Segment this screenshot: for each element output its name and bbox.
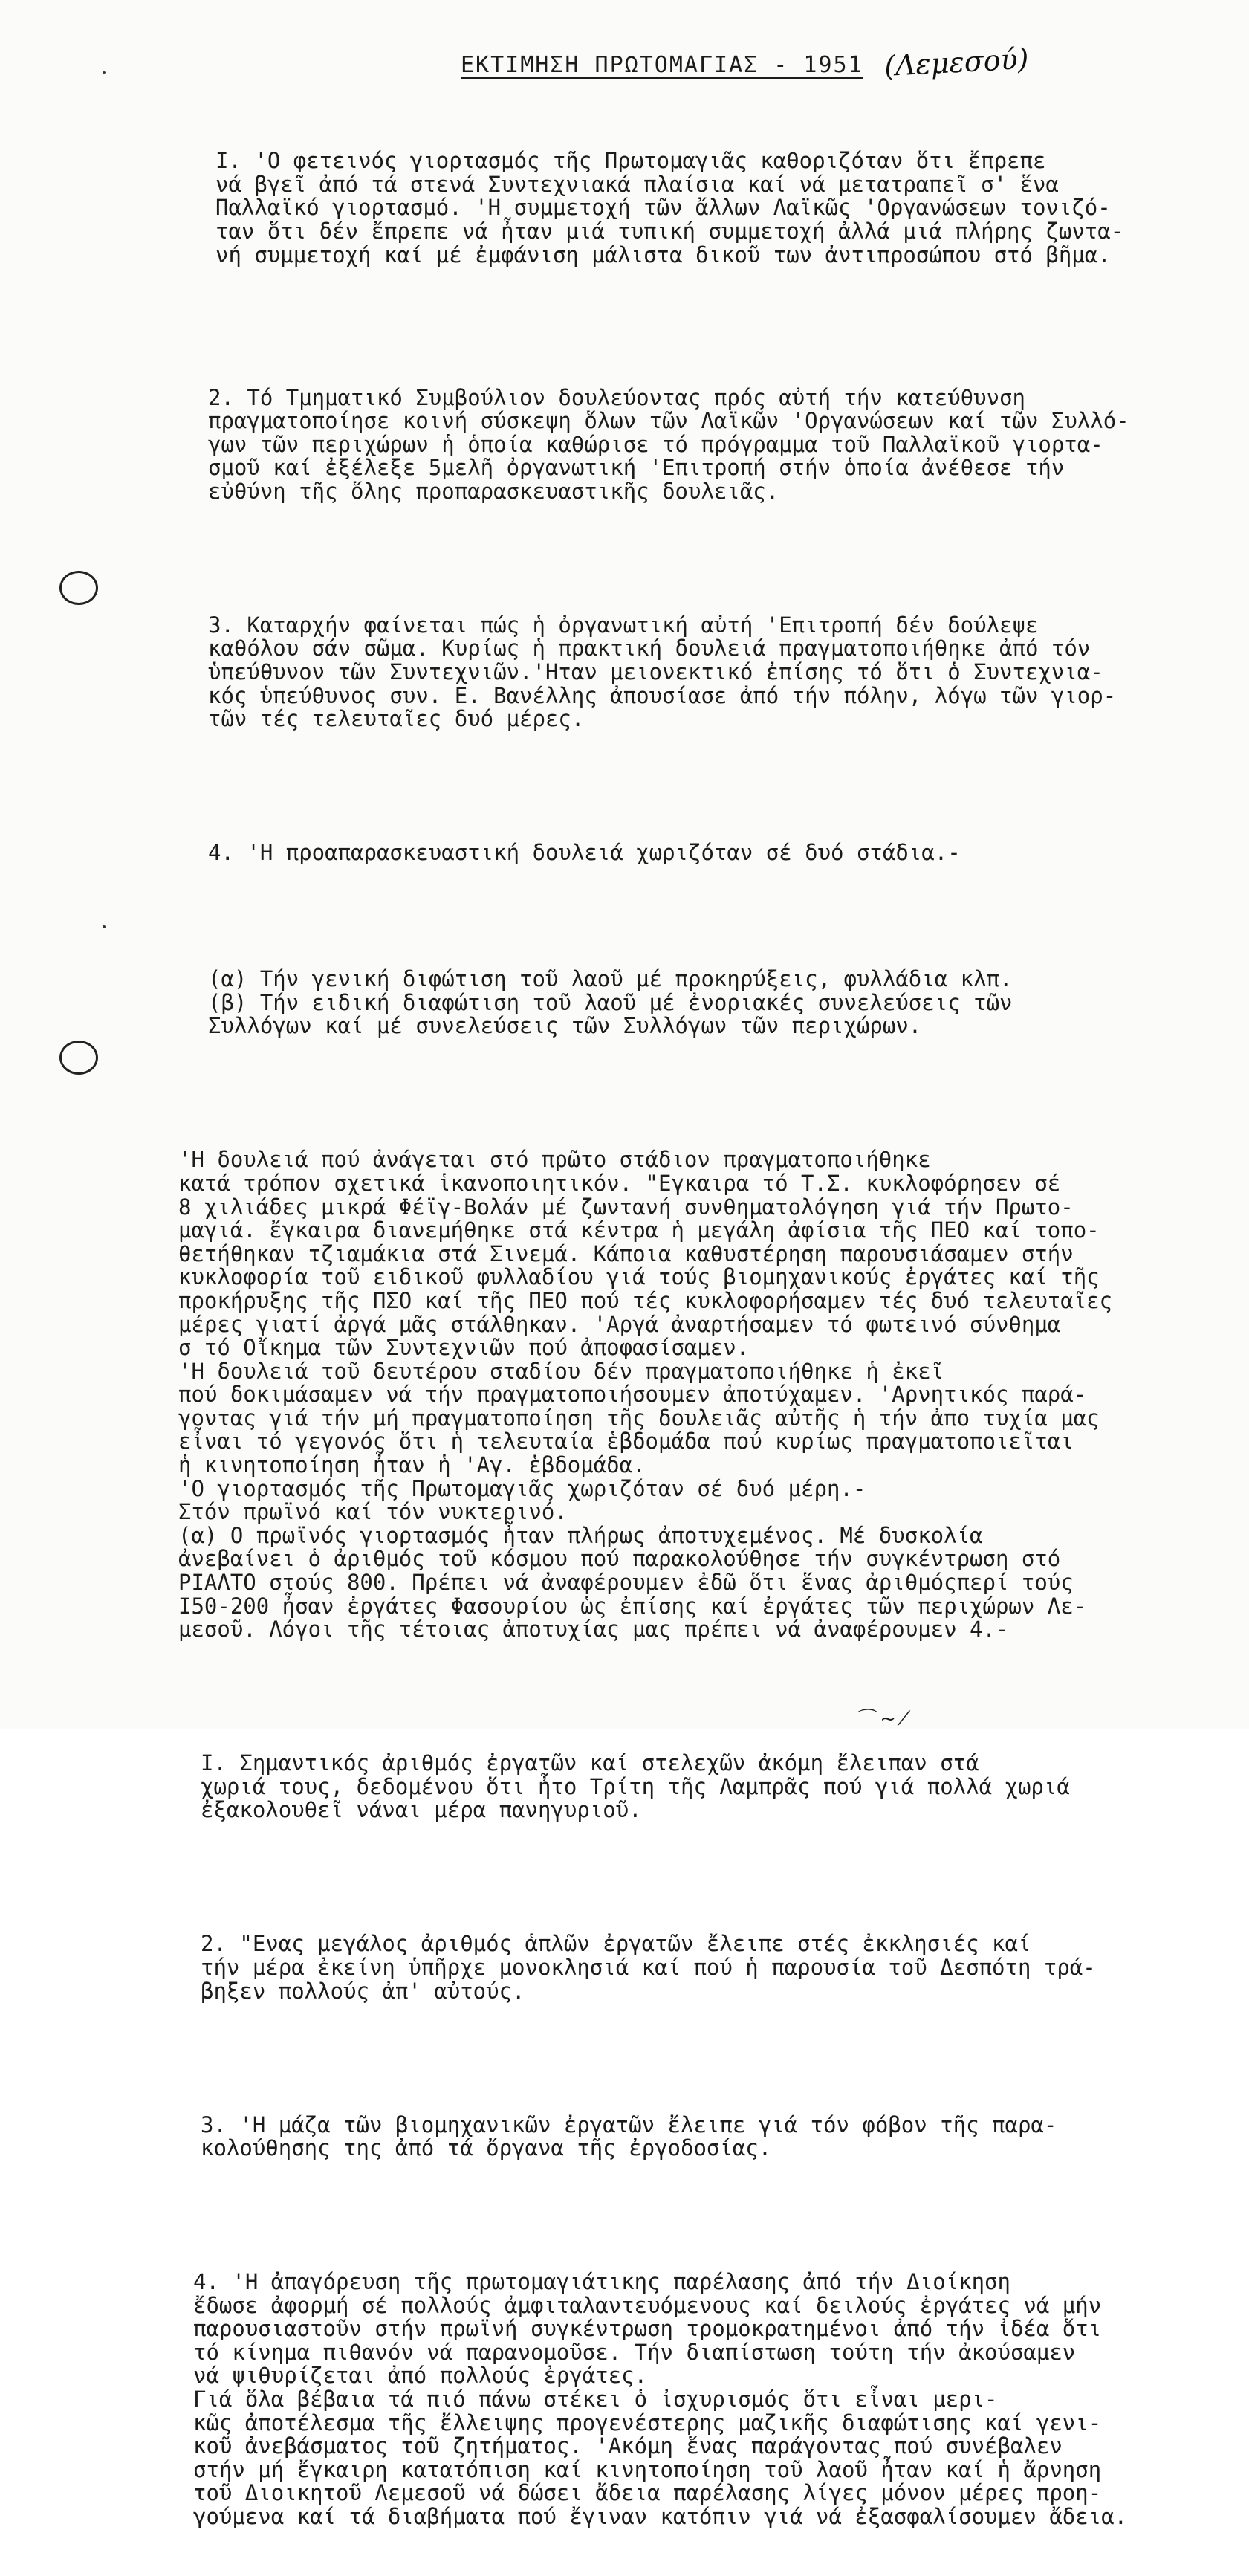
bottom-handwriting-mark: ⌒ ~ ⁄: [854, 1708, 906, 1730]
reason-3: 3. 'Η μάζα τῶν βιομηχανικῶν ἐργατῶν ἔλειπε γιά τόν φόβον τῆς παρα- κολούθησης της ἀπό τά ὄργανα τῆς ἐργοδοσίας.: [201, 2111, 1057, 2161]
reason-4: 4. 'Η ἀπαγόρευση τῆς πρωτομαγιάτικης παρέλασης ἀπό τήν Διοίκηση ἔδωσε ἀφορμή σέ πολλούς ἀμφιταλαντευόμενους καί δειλούς ἐργάτες νά μήν παρουσιαστοῦν στήν πρωϊνή συγκέντρωση τρομοκρατημένοι ἀπό τήν ἰδέα ὅτι τό κίνημα πιθανόν νά παρανομοῦσε. Τήν διαπίστωση τούτη τήν ἀκούσαμεν νά ψιθυρίζεται ἀπό πολλούς ἐργάτες. Γιά ὅλα βέβαια τά πιό πάνω στέκει ὁ ἰσχυρισμός ὅτι εἶναι μερι- κῶς ἀποτέλεσμα τῆς ἔλλειψης προγενέστερης μαζικῆς διαφώτισης καί γενι- κοῦ ἀνεβάσματος τοῦ ζητήματος. 'Ακόμη ἕνας παράγοντας πού συνέβαλεν στήν μή ἔγκαιρη κατατόπιση καί κινητοποίηση τοῦ λαοῦ ἦταν καί ἡ ἄρνηση τοῦ Διοικητοῦ Λεμεσοῦ νά δώσει ἄδεια παρέλασης λίγες μόνον μέρες προη- γούμενα καί τά διαβήματα πού ἔγιναν κατόπιν γιά νά ἐξασφαλίσουμεν ἄδεια.: [193, 2269, 1128, 2529]
binder-hole-mark-upper: [59, 571, 98, 605]
scan-speck: [103, 71, 106, 74]
reason-1: Ι. Σημαντικός ἀριθμός ἐργατῶν καί στελεχῶν ἀκόμη ἔλειπαν στά χωριά τους, δεδομένου ὅτι ἦτο Τρίτη τῆς Λαμπρᾶς πού γιά πολλά χωριά ἐξακολουθεῖ νάναι μέρα πανηγυριοῦ.: [201, 1750, 1070, 1823]
paragraph-4-items: (α) Τήν γενική διφώτιση τοῦ λαοῦ μέ προκηρύξεις, φυλλάδια κλπ. (β) Τήν ειδική διαφώτιση τοῦ λαοῦ μέ ἐνοριακές συνελεύσεις τῶν Συλλόγων καί μέ συνελεύσεις τῶν Συλλόγων τῶν περιχώρων.: [208, 966, 1013, 1039]
paragraph-5: 'Η δουλειά πού ἀνάγεται στό πρῶτο στάδιον πραγματοποιήθηκε κατά τρόπον σχετικά ἱκανοποιητικόν. "Εγκαιρα τό Τ.Σ. κυκλοφόρησεν σέ 8 χιλιάδες μικρά Φέϊγ-Βολάν μέ ζωντανή συνθηματολόγηση γιά τήν Πρωτο- μαγιά. ἔγκαιρα διανεμήθηκε στά κέντρα ἡ μεγάλη ἀφίσια τῆς ΠΕΟ καί τοπο- θετήθηκαν τζιαμάκια στά Σινεμά. Κάποια καθυστέρηση παρουσιάσαμεν στήν κυκλοφορία τοῦ ειδικοῦ φυλλαδίου γιά τούς βιομηχανικούς ἐργάτες καί τῆς προκήρυξης τῆς ΠΣΟ καί τῆς ΠΕΟ πού τές κυκλοφορήσαμεν τές δυό τελευταῖες μέρες γιατί ἀργά μᾶς στάλθηκαν. 'Αργά ἀναρτήσαμεν τό φωτεινό σύνθημα σ τό Οἴκημα τῶν Συντεχνιῶν πού ἀποφασίσαμεν. 'Η δουλειά τοῦ δευτέρου σταδίου δέν πραγματοποιήθηκε ἡ ἐκεῖ πού δοκιμάσαμεν νά τήν πραγματοποιήσουμεν ἀποτύχαμεν. 'Αρνητικός παρά- γοντας γιά τήν μή πραγματοποίηση τῆς δουλειᾶς αὐτῆς ἡ τήν ἀπο τυχία μας εἶναι τό γεγονός ὅτι ἡ τελευταία ἑβδομάδα πού κυρίως πραγματοποιεῖται ἡ κινητοποίηση ἦταν ἡ 'Αγ. ἑβδομάδα. 'Ο γιορτασμός τῆς Πρωτομαγιᾶς χωριζόταν σέ δυό μέρη.- Στόν πρωϊνό καί τόν νυκτερινό. (α) Ο πρωϊνός γιορτασμός ἦταν πλήρως ἀποτυχεμένος. Μέ δυσκολία ἀνεβαίνει ὁ ἀριθμός τοῦ κόσμου πού παρακολούθησε τήν συγκέντρωση στό ΡΙΑΛΤΟ στούς 800. Πρέπει νά ἀναφέρουμεν ἐδῶ ὅτι ἕνας ἀριθμόςπερί τούς Ι50-200 ἦσαν ἐργάτες Φασουρίου ὡς ἐπίσης καί ἐργάτες τῶν περιχώρων Λε- μεσοῦ. Λόγοι τῆς τέτοιας ἀποτυχίας μας πρέπει νά ἀναφέρουμεν 4.-: [178, 1147, 1113, 1643]
binder-hole-mark-lower: [59, 1041, 98, 1075]
document-body: [141, 103, 1211, 2576]
paragraph-3: 3. Καταρχήν φαίνεται πώς ἡ ὀργανωτική αὐτή 'Επιτροπή δέν δούλεψε καθόλου σάν σῶμα. Κυρίως ἡ πρακτική δουλειά πραγματοποιήθηκε ἀπό τόν ὑπεύθυνον τῶν Συντεχνιῶν.'Ηταν μειονεκτικό ἐπίσης τό ὅτι ὁ Συντεχνια- κός ὑπεύθυνος συν. Ε. Βανέλλης ἀπουσίασε ἀπό τήν πόλην, λόγω τῶν γιορ- τῶν τές τελευταῖες δυό μέρες.: [208, 612, 1117, 732]
scan-speck: [103, 925, 106, 928]
paragraph-1: Ι. 'Ο φετεινός γιορτασμός τῆς Πρωτομαγιᾶς καθοριζόταν ὅτι ἔπρεπε νά βγεῖ ἀπό τά στενά Συντεχνιακά πλαίσια καί νά μετατραπεῖ σ' ἕνα Παλλαϊκό γιορτασμό. 'Η συμμετοχή τῶν ἄλλων Λαϊκῶς 'Οργανώσεων τονιζό- ταν ὅτι δέν ἔπρεπε νά ἦταν μιά τυπική συμμετοχή ἀλλά μιά πλήρης ζωντα- νή συμμετοχή καί μέ ἐμφάνιση μάλιστα δικοῦ των ἀντιπροσώπου στό βῆμα.: [215, 148, 1124, 268]
document-title: ΕΚΤΙΜΗΣΗ ΠΡΩΤΟΜΑΓΙΑΣ - 1951: [461, 52, 863, 78]
reason-2: 2. "Ενας μεγάλος ἀριθμός ἁπλῶν ἐργατῶν ἔλειπε στές ἐκκλησιές καί τήν μέρα ἐκείνη ὑπῆρχε μονοκλησιά καί πού ἡ παρουσία τοῦ Δεσπότη τρά- βηξεν πολλούς ἀπ' αὐτούς.: [201, 1931, 1096, 2004]
paragraph-4-heading: 4. 'Η προαπαρασκευαστική δουλειά χωριζόταν σέ δυό στάδια.-: [208, 840, 961, 866]
document-header: [461, 42, 1030, 83]
paragraph-2: 2. Τό Τμηματικό Συμβούλιον δουλεύοντας πρός αὐτή τήν κατεύθυνση πραγματοποίησε κοινή σύσκεψη ὅλων τῶν Λαϊκῶν 'Οργανώσεων καί τῶν Συλλό- γων τῶν περιχώρων ἡ ὁποία καθώρισε τό πρόγραμμα τοῦ Παλλαϊκοῦ γιορτα- σμοῦ καί ἐξέλεξε 5μελῆ ὀργανωτική 'Επιτροπή στήν ὁποία ἀνέθεσε τήν εὐθύνη τῆς ὅλης προπαρασκευαστικῆς δουλειᾶς.: [208, 384, 1129, 504]
handwritten-annotation: (Λεμεσού): [883, 42, 1030, 83]
